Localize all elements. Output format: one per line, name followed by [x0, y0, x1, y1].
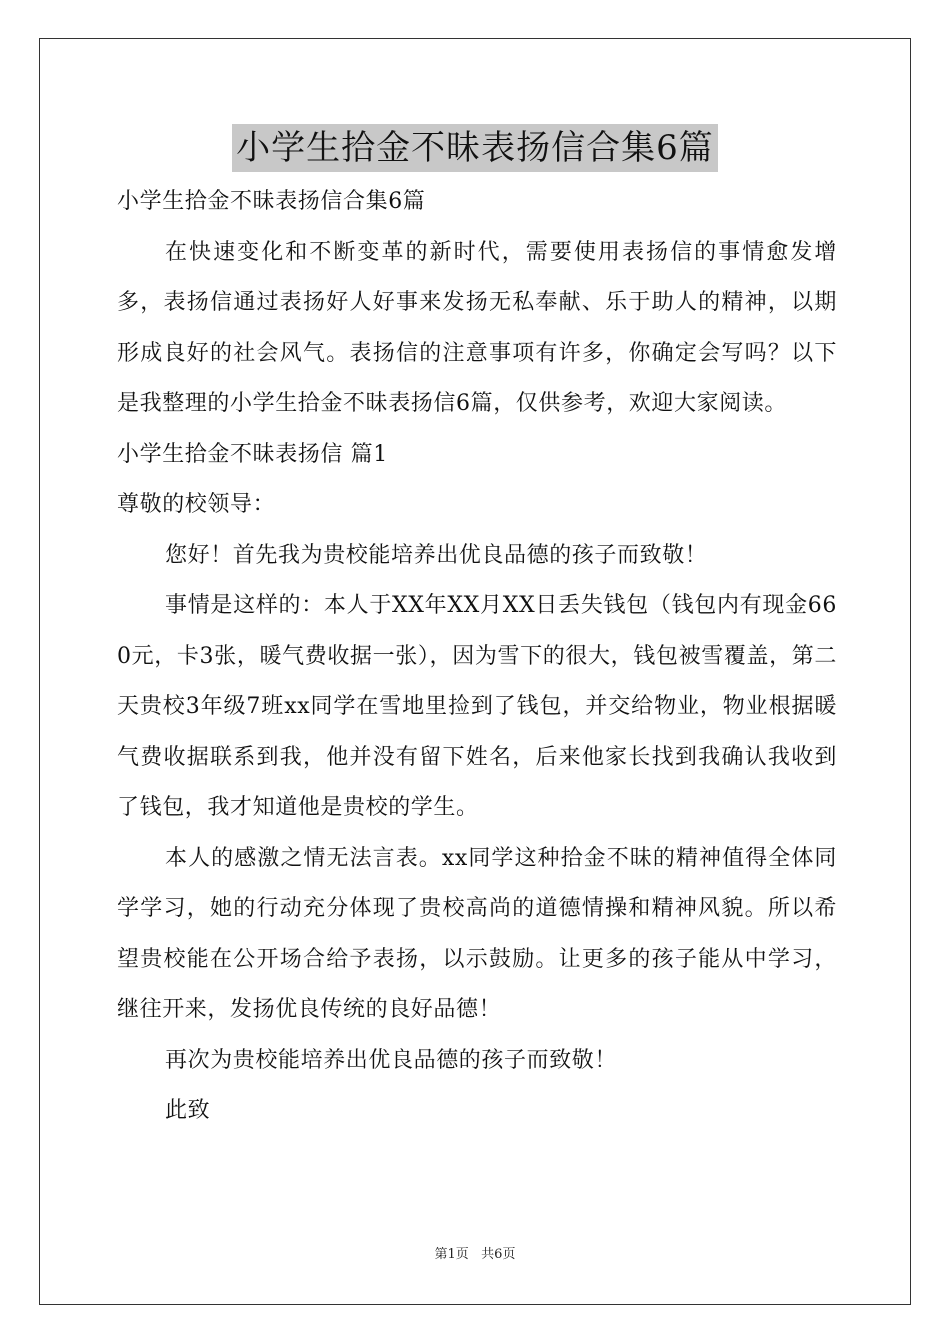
- document-title: 小学生拾金不昧表扬信合集6篇: [232, 124, 718, 172]
- gratitude-paragraph: 本人的感激之情无法言表。xx同学这种拾金不昧的精神值得全体同学学习，她的行动充分体现了贵校高尚的道德情操和精神风貌。所以希望贵校能在公开场合给予表扬，以示鼓励。让更多的孩子能从中学习，继往开来，发扬优良传统的良好品德！: [117, 845, 837, 1022]
- title-container: [0, 124, 950, 172]
- section-heading: 小学生拾金不昧表扬信 篇1: [117, 441, 388, 467]
- sign-off: 此致: [165, 1098, 211, 1123]
- subtitle-line: 小学生拾金不昧表扬信合集6篇: [117, 189, 426, 214]
- closing-paragraph: 再次为贵校能培养出优良品德的孩子而致敬！: [165, 1047, 618, 1073]
- greeting-paragraph: 您好！首先我为贵校能培养出优良品德的孩子而致敬！: [165, 542, 708, 568]
- page-number-footer: 第1页 共6页: [434, 1247, 516, 1262]
- document-body: [117, 177, 837, 1137]
- intro-paragraph: 在快速变化和不断变革的新时代，需要使用表扬信的事情愈发增多，表扬信通过表扬好人好事来发扬无私奉献、乐于助人的精神，以期形成良好的社会风气。表扬信的注意事项有许多，你确定会写吗？以下是我整理的小学生拾金不昧表扬信6篇，仅供参考，欢迎大家阅读。: [117, 239, 837, 416]
- story-paragraph: 事情是这样的：本人于XX年XX月XX日丢失钱包（钱包内有现金660元，卡3张，暖气费收据一张），因为雪下的很大，钱包被雪覆盖，第二天贵校3年级7班xx同学在雪地里捡到了钱包，并交给物业，物业根据暖气费收据联系到我，他并没有留下姓名，后来他家长找到我确认我收到了钱包，我才知道他是贵校的学生。: [117, 593, 837, 820]
- salutation: 尊敬的校领导：: [117, 492, 276, 517]
